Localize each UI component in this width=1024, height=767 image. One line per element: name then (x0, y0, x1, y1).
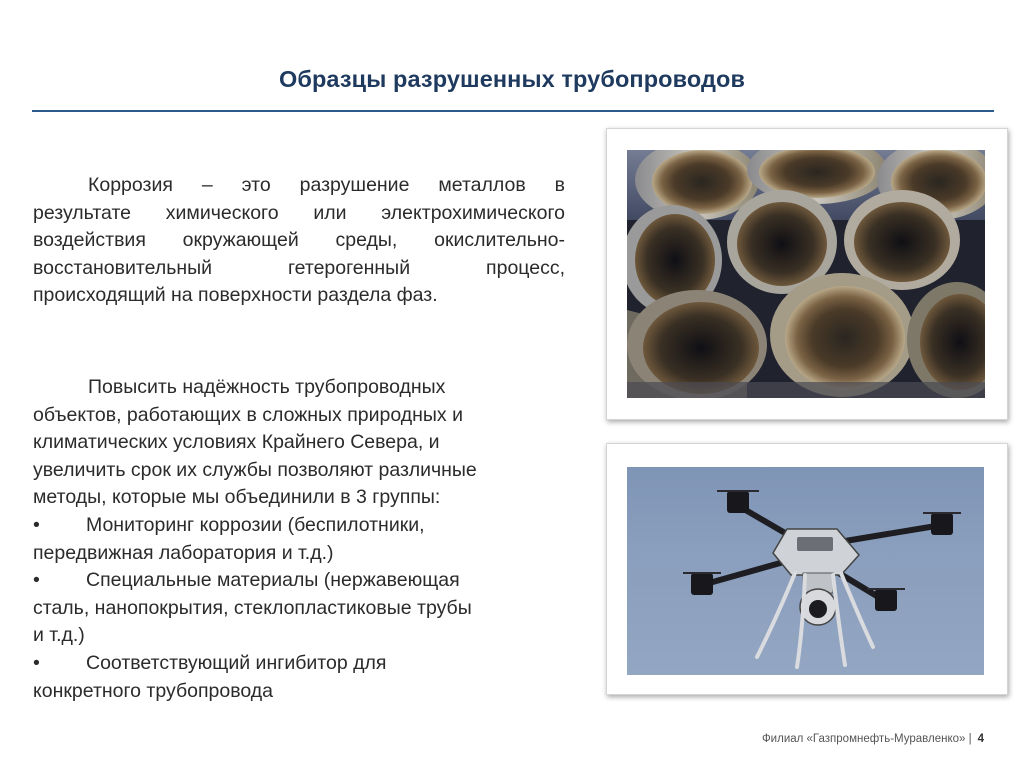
footer-label: Филиал «Газпромнефть-Муравленко» | (761, 733, 972, 745)
paragraph-line: Повысить надёжность трубопроводных (88, 376, 446, 398)
bullet-item-monitoring (33, 512, 565, 540)
bullet-icon: • (33, 513, 40, 536)
bullet-continuation: конкретного трубопровода (33, 679, 273, 702)
paragraph-line: увеличить срок их службы позволяют различные (33, 458, 477, 481)
paragraph-line: происходящий на поверхности раздела фаз. (33, 284, 438, 307)
slide-title: Образцы разрушенных трубопроводов (278, 66, 746, 92)
paragraph-line: климатических условиях Крайнего Севера, и (33, 431, 440, 454)
bullet-text: Специальные материалы (нержавеющая (86, 569, 460, 592)
footer (762, 733, 984, 745)
bullet-continuation: и т.д.) (33, 624, 85, 647)
paragraph-line: восстановительный гетерогенный процесс, (33, 256, 565, 279)
paragraph-line: объектов, работающих в сложных природных и (33, 403, 463, 426)
drone-photo-frame (606, 443, 1008, 695)
bullet-item-materials (33, 567, 565, 595)
paragraph-line: результате химического или электрохимического (33, 201, 565, 224)
methods-paragraph (33, 374, 565, 705)
paragraph-line: методы, которые мы объединили в 3 группы: (33, 486, 441, 509)
bullet-icon: • (33, 569, 40, 592)
bullet-text: Соответствующий ингибитор для (86, 651, 387, 674)
bullet-text: Мониторинг коррозии (беспилотники, (86, 513, 425, 536)
paragraph-line: воздействия окружающей среды, окислительно- (33, 229, 565, 252)
quadcopter-drone-photo (627, 467, 984, 675)
corroded-pipes-photo (627, 150, 985, 398)
bullet-item-inhibitor (33, 650, 565, 678)
title-divider (32, 110, 994, 112)
pipes-photo-frame (606, 128, 1008, 420)
page-number: 4 (977, 733, 984, 745)
corrosion-definition-paragraph (33, 172, 565, 310)
bullet-continuation: передвижная лаборатория и т.д.) (33, 541, 334, 564)
paragraph-line: Коррозия – это разрушение металлов в (88, 174, 565, 196)
bullet-icon: • (33, 651, 40, 674)
bullet-continuation: сталь, нанопокрытия, стеклопластиковые трубы (33, 596, 472, 619)
